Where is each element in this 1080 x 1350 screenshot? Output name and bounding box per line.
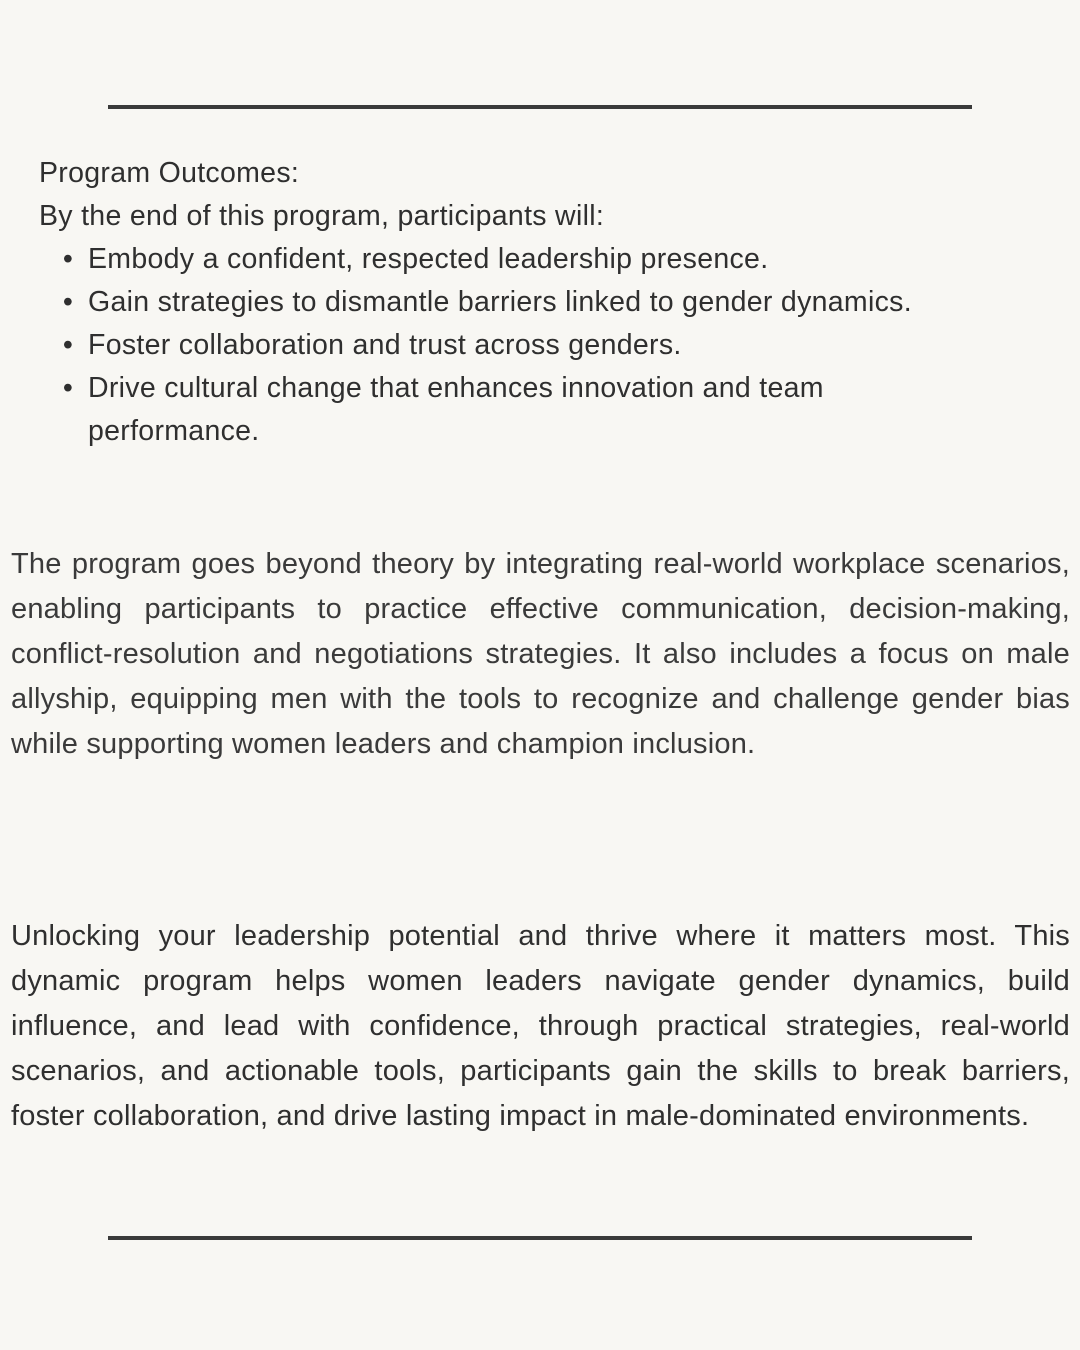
program-summary-paragraph: Unlocking your leadership potential and thrive where it matters most. This dynamic program helps women leaders navigate gender dynamics, build influence, and lead with confidence, through practical strategies, real-world scenarios, and actionable tools, participants gain the skills to break barriers, foster collaboration, and drive lasting impact in male-dominated environments. bbox=[11, 920, 1070, 1132]
outcome-text: Drive cultural change that enhances innovation and team performance. bbox=[88, 372, 824, 447]
program-description-paragraph: The program goes beyond theory by integrating real-world workplace scenarios, enabling participants to practice effective communication, decision-making, conflict-resolution and negotiations strategies. It also includes a focus on male allyship, equipping men with the tools to recognize and challenge gender bias while supporting women leaders and champion inclusion. bbox=[11, 548, 1070, 760]
outcomes-list bbox=[39, 238, 958, 453]
outcomes-heading: Program Outcomes: bbox=[39, 157, 300, 189]
outcome-item bbox=[62, 281, 958, 324]
outcome-item bbox=[62, 367, 958, 453]
outcome-item bbox=[62, 238, 958, 281]
top-divider bbox=[108, 105, 972, 109]
outcome-item bbox=[62, 324, 958, 367]
bullet-icon: • bbox=[62, 286, 74, 318]
bottom-divider bbox=[108, 1236, 972, 1240]
outcome-text: Embody a confident, respected leadership presence. bbox=[88, 243, 769, 275]
bullet-icon: • bbox=[62, 372, 74, 404]
outcome-text: Gain strategies to dismantle barriers linked to gender dynamics. bbox=[88, 286, 912, 318]
program-outcomes-section bbox=[39, 152, 1039, 453]
outcomes-intro: By the end of this program, participants will: bbox=[39, 200, 605, 232]
bullet-icon: • bbox=[62, 329, 74, 361]
outcome-text: Foster collaboration and trust across genders. bbox=[88, 329, 682, 361]
bullet-icon: • bbox=[62, 243, 74, 275]
